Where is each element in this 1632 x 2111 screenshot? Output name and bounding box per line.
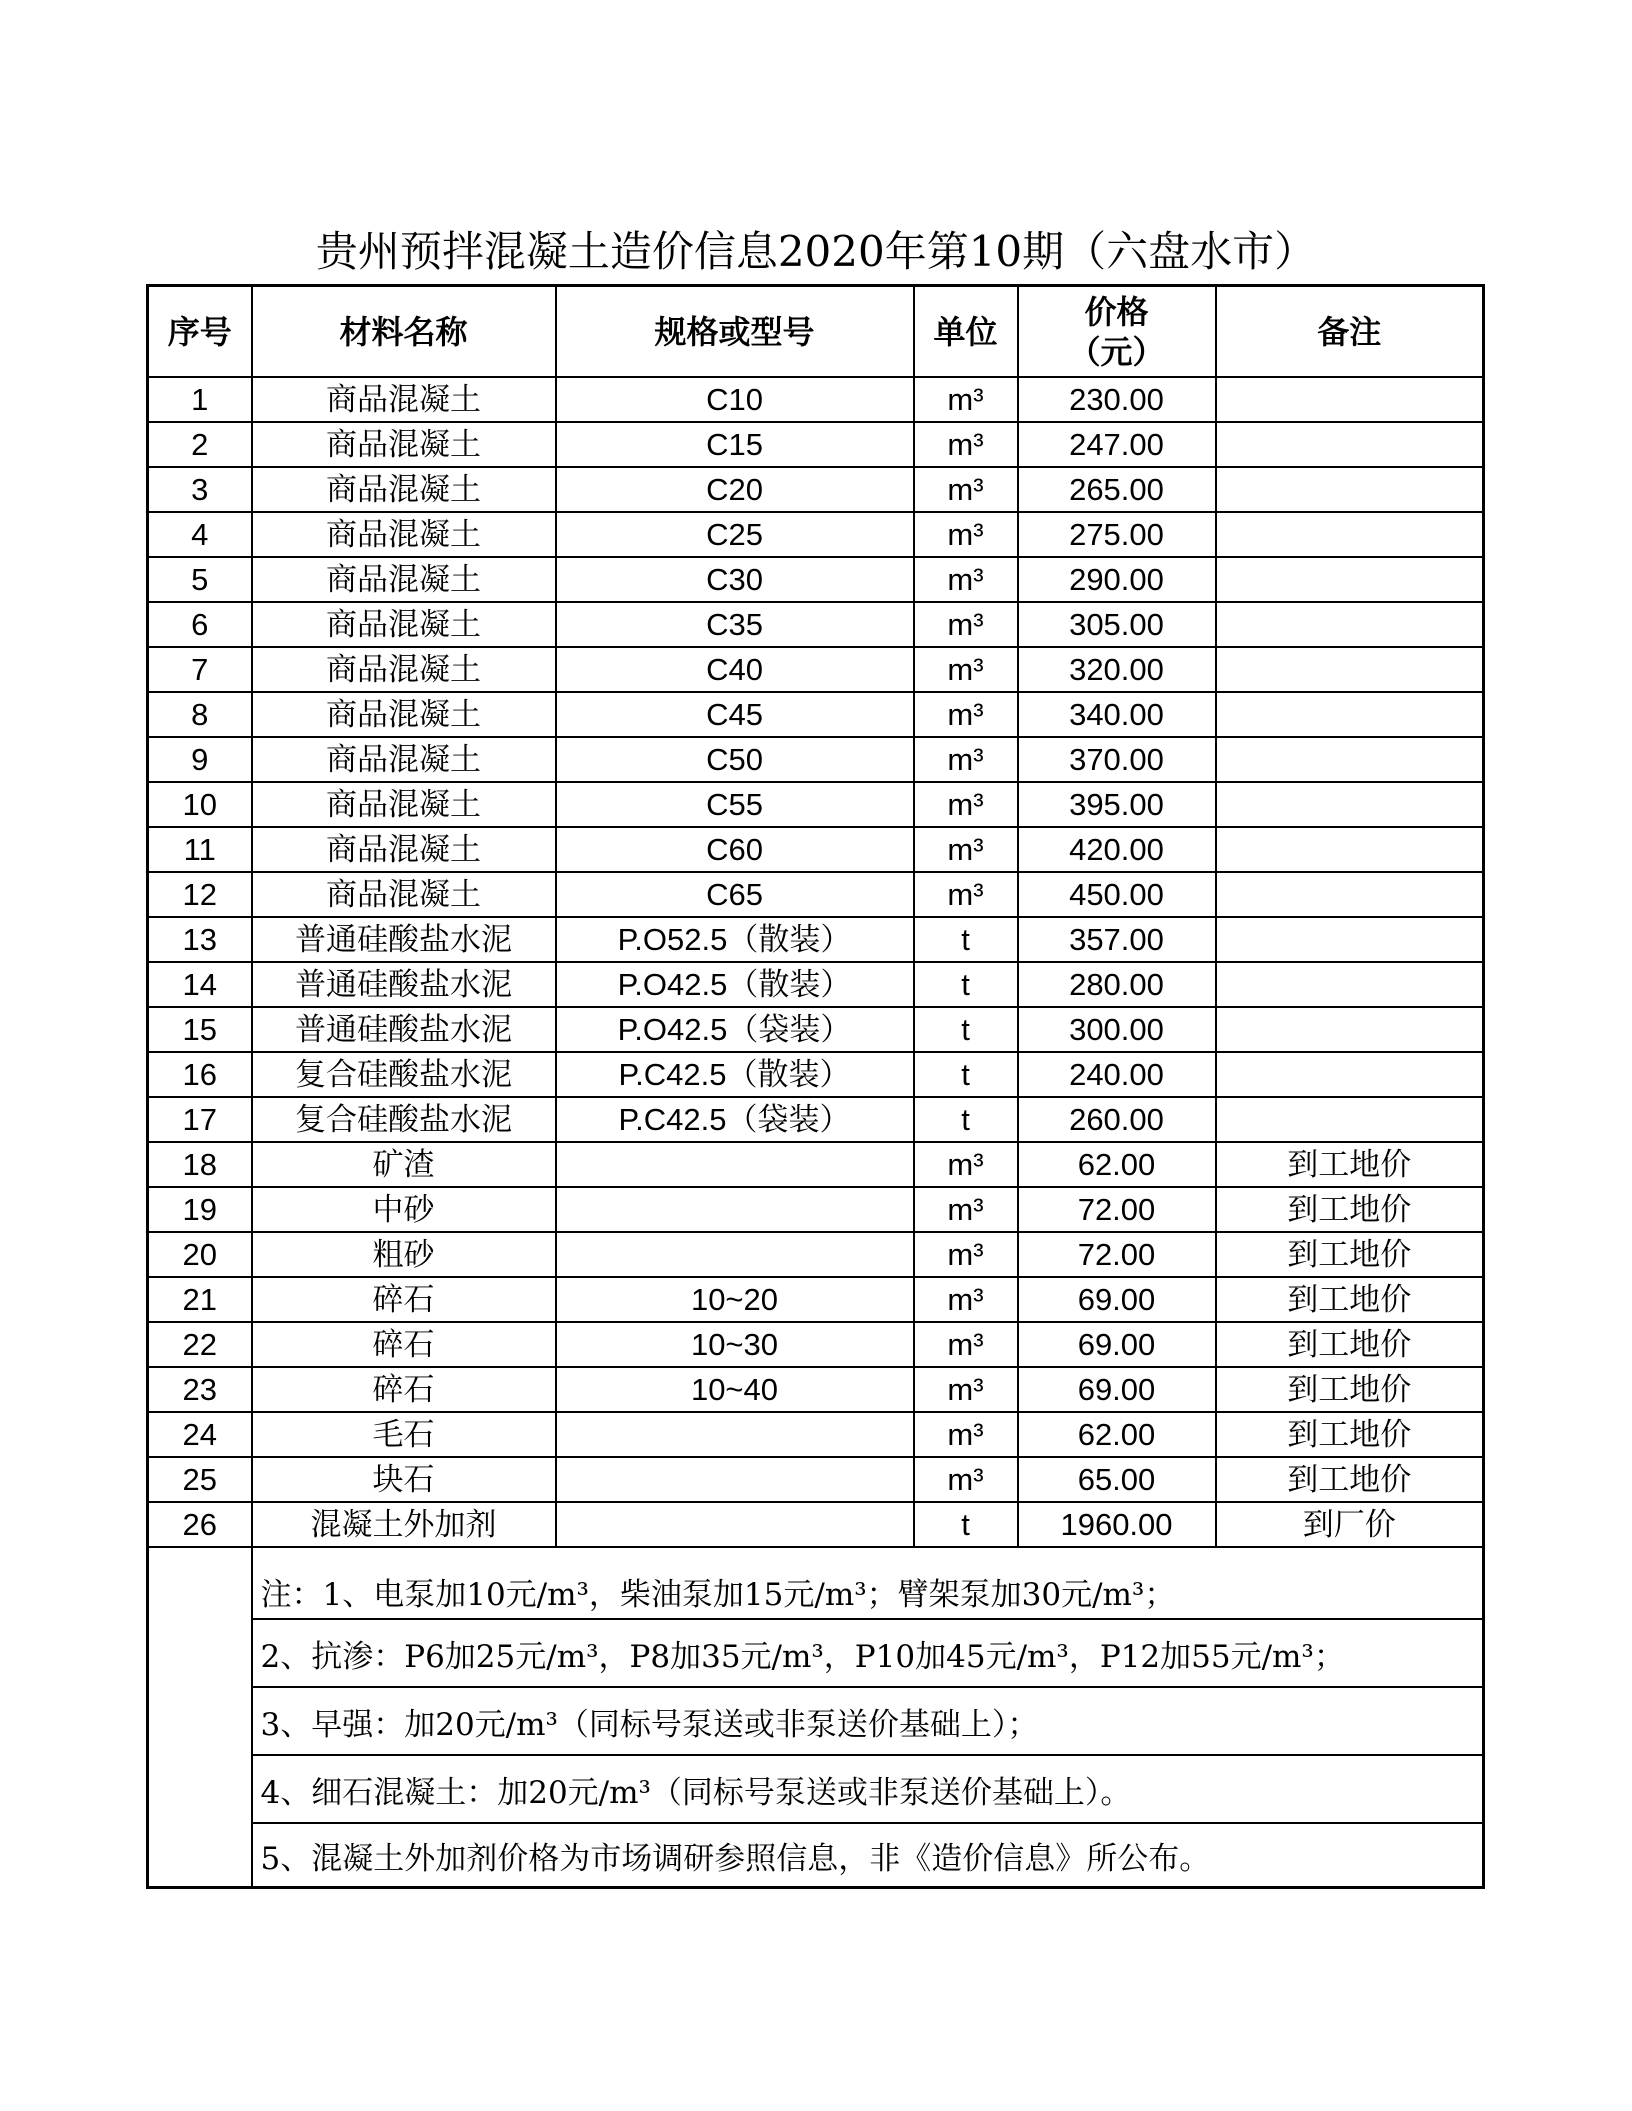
cell-price: 1960.00 xyxy=(1018,1502,1216,1547)
cell-unit: m³ xyxy=(914,467,1018,512)
cell-material-name: 复合硅酸盐水泥 xyxy=(252,1097,556,1142)
cell-spec xyxy=(556,1412,914,1457)
cell-spec: P.C42.5（散装） xyxy=(556,1052,914,1097)
table-row xyxy=(148,827,1484,872)
cell-price: 275.00 xyxy=(1018,512,1216,557)
cell-material-name: 商品混凝土 xyxy=(252,692,556,737)
cell-remark xyxy=(1216,737,1484,782)
cell-spec: C60 xyxy=(556,827,914,872)
cell-material-name: 毛石 xyxy=(252,1412,556,1457)
cell-remark xyxy=(1216,962,1484,1007)
cell-unit: m³ xyxy=(914,557,1018,602)
cell-unit: t xyxy=(914,917,1018,962)
table-row xyxy=(148,1142,1484,1187)
cell-remark: 到工地价 xyxy=(1216,1232,1484,1277)
cell-price: 420.00 xyxy=(1018,827,1216,872)
cell-seq: 14 xyxy=(148,962,252,1007)
cell-material-name: 粗砂 xyxy=(252,1232,556,1277)
cell-unit: m³ xyxy=(914,1277,1018,1322)
cell-unit: t xyxy=(914,1052,1018,1097)
cell-seq: 15 xyxy=(148,1007,252,1052)
cell-remark xyxy=(1216,512,1484,557)
cell-material-name: 商品混凝土 xyxy=(252,422,556,467)
cell-seq: 24 xyxy=(148,1412,252,1457)
cell-remark xyxy=(1216,557,1484,602)
note-text: 4、细石混凝土：加20元/m³（同标号泵送或非泵送价基础上）。 xyxy=(252,1755,1484,1823)
table-row xyxy=(148,1052,1484,1097)
cell-remark xyxy=(1216,647,1484,692)
table-row xyxy=(148,917,1484,962)
cell-price: 69.00 xyxy=(1018,1277,1216,1322)
cell-unit: m³ xyxy=(914,602,1018,647)
note-text: 2、抗渗：P6加25元/m³，P8加35元/m³，P10加45元/m³，P12加55元/m³； xyxy=(252,1619,1484,1687)
cell-seq: 25 xyxy=(148,1457,252,1502)
cell-price: 260.00 xyxy=(1018,1097,1216,1142)
cell-material-name: 碎石 xyxy=(252,1277,556,1322)
cell-seq: 19 xyxy=(148,1187,252,1232)
cell-price: 265.00 xyxy=(1018,467,1216,512)
cell-spec: P.O42.5（散装） xyxy=(556,962,914,1007)
cell-material-name: 商品混凝土 xyxy=(252,377,556,422)
cell-remark xyxy=(1216,872,1484,917)
cell-spec: 10~40 xyxy=(556,1367,914,1412)
notes-section xyxy=(148,1547,1484,1888)
cell-material-name: 商品混凝土 xyxy=(252,512,556,557)
cell-spec: C10 xyxy=(556,377,914,422)
cell-unit: t xyxy=(914,962,1018,1007)
note-text: 5、混凝土外加剂价格为市场调研参照信息，非《造价信息》所公布。 xyxy=(252,1823,1484,1888)
table-row xyxy=(148,692,1484,737)
cell-remark xyxy=(1216,377,1484,422)
cell-material-name: 普通硅酸盐水泥 xyxy=(252,917,556,962)
table-header-row xyxy=(148,286,1484,378)
cell-material-name: 普通硅酸盐水泥 xyxy=(252,962,556,1007)
cell-material-name: 商品混凝土 xyxy=(252,737,556,782)
cell-remark xyxy=(1216,602,1484,647)
cell-remark xyxy=(1216,422,1484,467)
note-row xyxy=(148,1823,1484,1888)
table-row xyxy=(148,962,1484,1007)
table-row xyxy=(148,1232,1484,1277)
cell-seq: 21 xyxy=(148,1277,252,1322)
cell-remark xyxy=(1216,1097,1484,1142)
cell-unit: m³ xyxy=(914,872,1018,917)
cell-price: 72.00 xyxy=(1018,1187,1216,1232)
cell-spec: C45 xyxy=(556,692,914,737)
cell-remark: 到工地价 xyxy=(1216,1457,1484,1502)
cell-unit: m³ xyxy=(914,1322,1018,1367)
cell-material-name: 碎石 xyxy=(252,1322,556,1367)
cell-seq: 12 xyxy=(148,872,252,917)
cell-price: 450.00 xyxy=(1018,872,1216,917)
document-title: 贵州预拌混凝土造价信息2020年第10期（六盘水市） xyxy=(315,227,1317,276)
table-row xyxy=(148,1187,1484,1232)
cell-seq: 26 xyxy=(148,1502,252,1547)
cell-seq: 17 xyxy=(148,1097,252,1142)
cell-remark: 到厂价 xyxy=(1216,1502,1484,1547)
cell-remark: 到工地价 xyxy=(1216,1322,1484,1367)
cell-unit: m³ xyxy=(914,1232,1018,1277)
cell-remark xyxy=(1216,917,1484,962)
table-row xyxy=(148,512,1484,557)
cell-unit: m³ xyxy=(914,737,1018,782)
cell-price: 240.00 xyxy=(1018,1052,1216,1097)
table-row xyxy=(148,1412,1484,1457)
cell-spec xyxy=(556,1232,914,1277)
col-header-seq: 序号 xyxy=(148,286,252,378)
cell-seq: 22 xyxy=(148,1322,252,1367)
cell-seq: 8 xyxy=(148,692,252,737)
cell-remark xyxy=(1216,1007,1484,1052)
cell-spec: C65 xyxy=(556,872,914,917)
cell-unit: m³ xyxy=(914,422,1018,467)
cell-spec: C40 xyxy=(556,647,914,692)
price-table xyxy=(146,284,1485,1889)
note-row xyxy=(148,1547,1484,1619)
cell-seq: 1 xyxy=(148,377,252,422)
table-row xyxy=(148,782,1484,827)
cell-price: 320.00 xyxy=(1018,647,1216,692)
table-row xyxy=(148,1322,1484,1367)
cell-material-name: 块石 xyxy=(252,1457,556,1502)
cell-material-name: 商品混凝土 xyxy=(252,557,556,602)
table-row xyxy=(148,1277,1484,1322)
cell-remark xyxy=(1216,692,1484,737)
cell-spec: C20 xyxy=(556,467,914,512)
table-row xyxy=(148,467,1484,512)
cell-price: 370.00 xyxy=(1018,737,1216,782)
col-header-unit: 单位 xyxy=(914,286,1018,378)
cell-spec: C55 xyxy=(556,782,914,827)
cell-unit: t xyxy=(914,1007,1018,1052)
cell-unit: m³ xyxy=(914,782,1018,827)
cell-material-name: 商品混凝土 xyxy=(252,782,556,827)
table-row xyxy=(148,1457,1484,1502)
cell-spec: P.O42.5（袋装） xyxy=(556,1007,914,1052)
table-row xyxy=(148,647,1484,692)
cell-price: 300.00 xyxy=(1018,1007,1216,1052)
cell-spec: 10~30 xyxy=(556,1322,914,1367)
cell-price: 280.00 xyxy=(1018,962,1216,1007)
table-row xyxy=(148,1007,1484,1052)
cell-unit: m³ xyxy=(914,377,1018,422)
cell-unit: m³ xyxy=(914,1367,1018,1412)
cell-price: 247.00 xyxy=(1018,422,1216,467)
cell-price: 395.00 xyxy=(1018,782,1216,827)
cell-remark: 到工地价 xyxy=(1216,1142,1484,1187)
cell-unit: m³ xyxy=(914,1412,1018,1457)
col-header-remark: 备注 xyxy=(1216,286,1484,378)
note-text: 3、早强：加20元/m³（同标号泵送或非泵送价基础上）； xyxy=(252,1687,1484,1755)
table-row xyxy=(148,872,1484,917)
cell-remark xyxy=(1216,1052,1484,1097)
cell-material-name: 普通硅酸盐水泥 xyxy=(252,1007,556,1052)
cell-seq: 23 xyxy=(148,1367,252,1412)
table-row xyxy=(148,1502,1484,1547)
col-header-spec: 规格或型号 xyxy=(556,286,914,378)
cell-seq: 20 xyxy=(148,1232,252,1277)
cell-material-name: 商品混凝土 xyxy=(252,872,556,917)
cell-unit: t xyxy=(914,1097,1018,1142)
cell-price: 62.00 xyxy=(1018,1142,1216,1187)
cell-spec: 10~20 xyxy=(556,1277,914,1322)
cell-seq: 5 xyxy=(148,557,252,602)
table-row xyxy=(148,602,1484,647)
cell-seq: 4 xyxy=(148,512,252,557)
cell-seq: 11 xyxy=(148,827,252,872)
cell-material-name: 商品混凝土 xyxy=(252,602,556,647)
cell-price: 69.00 xyxy=(1018,1322,1216,1367)
cell-seq: 2 xyxy=(148,422,252,467)
table-body xyxy=(148,377,1484,1547)
cell-price: 62.00 xyxy=(1018,1412,1216,1457)
cell-spec: P.C42.5（袋装） xyxy=(556,1097,914,1142)
cell-unit: m³ xyxy=(914,647,1018,692)
cell-spec xyxy=(556,1457,914,1502)
cell-seq: 7 xyxy=(148,647,252,692)
table-row xyxy=(148,737,1484,782)
cell-unit: m³ xyxy=(914,1187,1018,1232)
note-row xyxy=(148,1755,1484,1823)
cell-unit: m³ xyxy=(914,692,1018,737)
table-row xyxy=(148,1367,1484,1412)
cell-material-name: 复合硅酸盐水泥 xyxy=(252,1052,556,1097)
cell-unit: m³ xyxy=(914,827,1018,872)
cell-remark xyxy=(1216,467,1484,512)
cell-spec xyxy=(556,1142,914,1187)
cell-material-name: 商品混凝土 xyxy=(252,827,556,872)
col-header-price: 价格 （元） xyxy=(1018,286,1216,378)
cell-spec: P.O52.5（散装） xyxy=(556,917,914,962)
cell-seq: 3 xyxy=(148,467,252,512)
cell-spec: C30 xyxy=(556,557,914,602)
cell-seq: 13 xyxy=(148,917,252,962)
notes-left-blank xyxy=(148,1547,252,1888)
table-row xyxy=(148,557,1484,602)
cell-price: 290.00 xyxy=(1018,557,1216,602)
cell-unit: t xyxy=(914,1502,1018,1547)
cell-remark: 到工地价 xyxy=(1216,1187,1484,1232)
note-row xyxy=(148,1619,1484,1687)
cell-unit: m³ xyxy=(914,1457,1018,1502)
cell-material-name: 混凝土外加剂 xyxy=(252,1502,556,1547)
cell-remark: 到工地价 xyxy=(1216,1412,1484,1457)
cell-spec xyxy=(556,1502,914,1547)
cell-spec xyxy=(556,1187,914,1232)
cell-unit: m³ xyxy=(914,1142,1018,1187)
cell-seq: 9 xyxy=(148,737,252,782)
cell-price: 340.00 xyxy=(1018,692,1216,737)
cell-material-name: 矿渣 xyxy=(252,1142,556,1187)
cell-material-name: 商品混凝土 xyxy=(252,467,556,512)
table-row xyxy=(148,377,1484,422)
cell-remark: 到工地价 xyxy=(1216,1367,1484,1412)
cell-seq: 10 xyxy=(148,782,252,827)
cell-price: 357.00 xyxy=(1018,917,1216,962)
cell-price: 65.00 xyxy=(1018,1457,1216,1502)
cell-spec: C35 xyxy=(556,602,914,647)
table-row xyxy=(148,422,1484,467)
table-row xyxy=(148,1097,1484,1142)
cell-remark: 到工地价 xyxy=(1216,1277,1484,1322)
cell-material-name: 商品混凝土 xyxy=(252,647,556,692)
cell-price: 230.00 xyxy=(1018,377,1216,422)
cell-spec: C15 xyxy=(556,422,914,467)
cell-material-name: 碎石 xyxy=(252,1367,556,1412)
cell-seq: 18 xyxy=(148,1142,252,1187)
cell-price: 69.00 xyxy=(1018,1367,1216,1412)
cell-price: 72.00 xyxy=(1018,1232,1216,1277)
cell-seq: 16 xyxy=(148,1052,252,1097)
note-row xyxy=(148,1687,1484,1755)
cell-remark xyxy=(1216,827,1484,872)
cell-price: 305.00 xyxy=(1018,602,1216,647)
cell-seq: 6 xyxy=(148,602,252,647)
cell-material-name: 中砂 xyxy=(252,1187,556,1232)
cell-spec: C50 xyxy=(556,737,914,782)
cell-spec: C25 xyxy=(556,512,914,557)
cell-unit: m³ xyxy=(914,512,1018,557)
col-header-name: 材料名称 xyxy=(252,286,556,378)
cell-remark xyxy=(1216,782,1484,827)
note-text: 注：1、电泵加10元/m³，柴油泵加15元/m³；臂架泵加30元/m³； xyxy=(252,1547,1484,1619)
